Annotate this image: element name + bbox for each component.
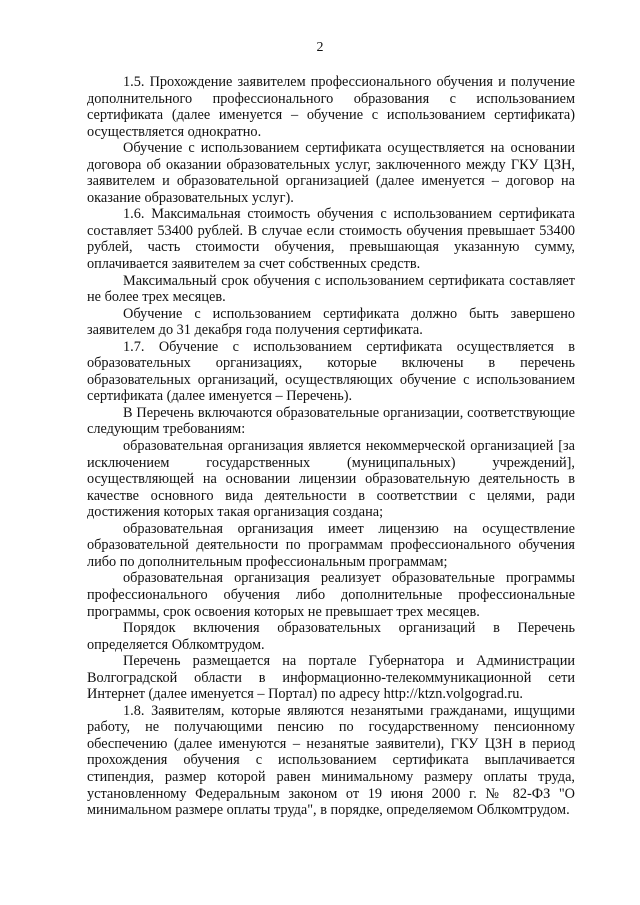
paragraph-max-duration: Максимальный срок обучения с использованием сертификата составляет не более трех месяцев.	[87, 272, 575, 306]
paragraph-contract-basis: Обучение с использованием сертификата осуществляется на основании договора об оказании образовательных услуг, заключенного между ГКУ ЦЗН, заявителем и образовательной организацией (далее именуется – договор на оказание образовательных услуг).	[87, 140, 575, 206]
paragraph-requirement-programs: образовательная организация реализует образовательные программы профессионального обучения либо дополнительные профессиональные программы, срок освоения которых не превышает трех месяцев.	[87, 570, 575, 620]
document-body	[87, 74, 575, 819]
paragraph-inclusion-procedure: Порядок включения образовательных организаций в Перечень определяется Облкомтрудом.	[87, 620, 575, 653]
paragraph-list-publication: Перечень размещается на портале Губернатора и Администрации Волгоградской области в информационно-телекоммуникационной сети Интернет (далее именуется – Портал) по адресу http://ktzn.volgograd.ru.	[87, 653, 575, 703]
paragraph-1-7: 1.7. Обучение с использованием сертификата осуществляется в образовательных организациях, которые включены в перечень образовательных организаций, осуществляющих обучение с использованием сертификата (далее именуется – Перечень).	[87, 338, 575, 405]
page-number: 2	[316, 40, 324, 55]
paragraph-requirement-nonprofit: образовательная организация является некоммерческой организацией [за исключением государственных (муниципальных) учреждений], осуществляющей на основании лицензии образовательную деятельность в качестве основного вида деятельности в соответствии с целями, ради достижения которых такая организация создана;	[87, 438, 575, 521]
paragraph-requirement-license: образовательная организация имеет лицензию на осуществление образовательной деятельности по программам профессионального обучения либо по дополнительным профессиональным программам;	[87, 520, 575, 570]
paragraph-1-5: 1.5. Прохождение заявителем профессионального обучения и получение дополнительного профессионального образования с использованием сертификата (далее именуется – обучение с использованием сертификата) осуществляется однократно.	[87, 74, 575, 140]
paragraph-completion-deadline: Обучение с использованием сертификата должно быть завершено заявителем до 31 декабря года получения сертификата.	[87, 305, 575, 339]
paragraph-1-8: 1.8. Заявителям, которые являются незанятыми гражданами, ищущими работу, не получающими пенсию по государственному пенсионному обеспечению (далее именуются – незанятые заявители), ГКУ ЦЗН в период прохождения обучения с использованием сертификата выплачивается стипендия, размер которой равен минимальному размеру оплаты труда, установленному Федеральным законом от 19 июня 2000 г. № 82-ФЗ "О минимальном размере оплаты труда", в порядке, определяемом Облкомтрудом.	[87, 702, 575, 819]
paragraph-1-6: 1.6. Максимальная стоимость обучения с использованием сертификата составляет 53400 рублей. В случае если стоимость обучения превышает 53400 рублей, часть стоимости обучения, превышающая указанную сумму, оплачивается заявителем за счет собственных средств.	[87, 206, 575, 273]
paragraph-list-requirements: В Перечень включаются образовательные организации, соответствующие следующим требованиям:	[87, 404, 575, 438]
